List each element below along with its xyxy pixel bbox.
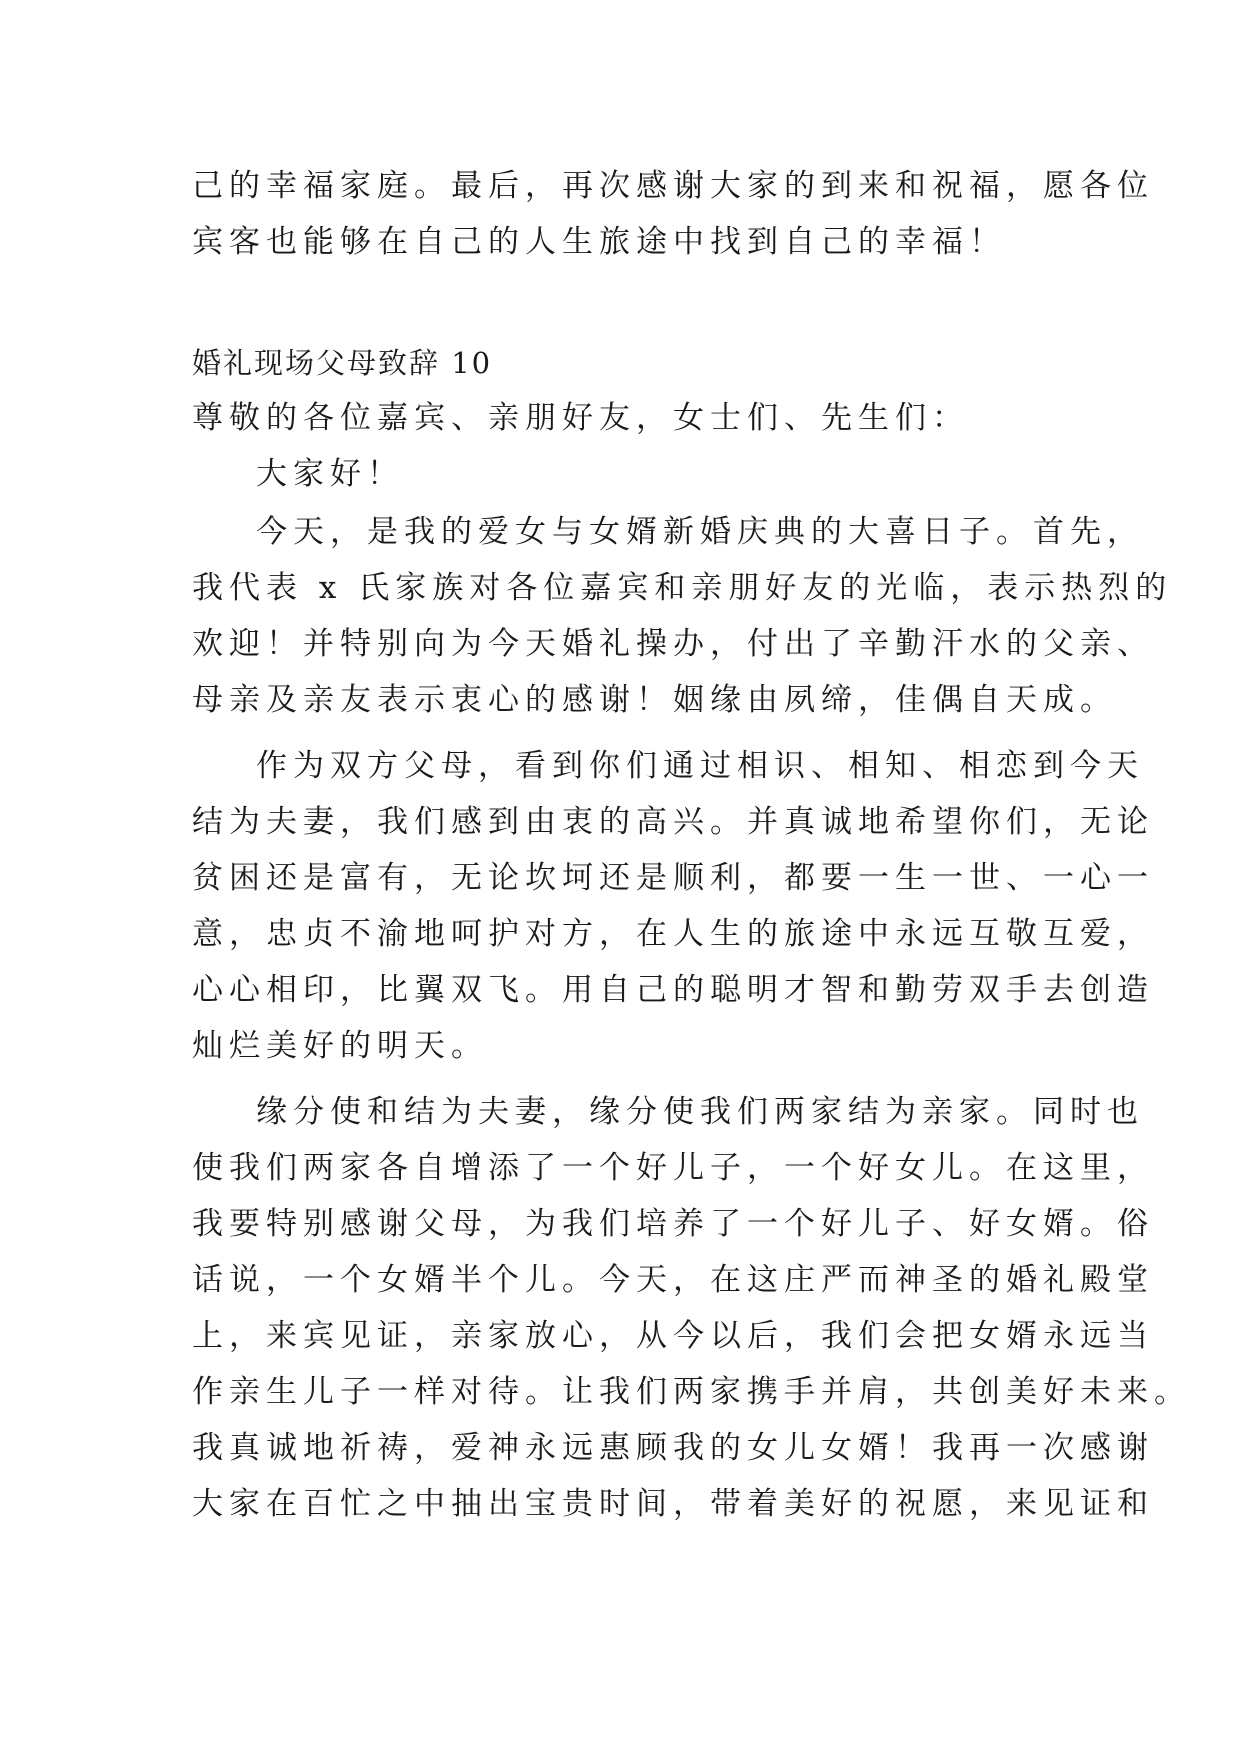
paragraph-line: 欢迎！并特别向为今天婚礼操办，付出了辛勤汗水的父亲、 bbox=[192, 626, 1154, 662]
paragraph-line: 灿烂美好的明天。 bbox=[192, 1028, 488, 1064]
paragraph-line: 上，来宾见证，亲家放心，从今以后，我们会把女婿永远当 bbox=[192, 1318, 1154, 1354]
paragraph-line: 心心相印，比翼双飞。用自己的聪明才智和勤劳双手去创造 bbox=[192, 972, 1154, 1008]
paragraph-line: 话说，一个女婿半个儿。今天，在这庄严而神圣的婚礼殿堂 bbox=[192, 1262, 1154, 1298]
paragraph-line: 我要特别感谢父母，为我们培养了一个好儿子、好女婿。俗 bbox=[192, 1206, 1154, 1242]
body-text-line: 己的幸福家庭。最后，再次感谢大家的到来和祝福，愿各位 bbox=[192, 168, 1154, 204]
paragraph-line: 结为夫妻，我们感到由衷的高兴。并真诚地希望你们，无论 bbox=[192, 804, 1154, 840]
paragraph-line: 大家在百忙之中抽出宝贵时间，带着美好的祝愿，来见证和 bbox=[192, 1486, 1154, 1522]
paragraph-line: 贫困还是富有，无论坎坷还是顺利，都要一生一世、一心一 bbox=[192, 860, 1154, 896]
salutation: 尊敬的各位嘉宾、亲朋好友，女士们、先生们： bbox=[192, 400, 969, 436]
paragraph-line: 今天，是我的爱女与女婿新婚庆典的大喜日子。首先， bbox=[256, 514, 1144, 550]
body-text-line: 宾客也能够在自己的人生旅途中找到自己的幸福！ bbox=[192, 224, 1006, 260]
paragraph-line: 使我们两家各自增添了一个好儿子，一个好女儿。在这里， bbox=[192, 1150, 1154, 1186]
paragraph-line: 母亲及亲友表示衷心的感谢！姻缘由夙缔，佳偶自天成。 bbox=[192, 682, 1117, 718]
paragraph-line: 意，忠贞不渝地呵护对方，在人生的旅途中永远互敬互爱， bbox=[192, 916, 1154, 952]
greeting: 大家好！ bbox=[256, 456, 404, 492]
paragraph-line: 我真诚地祈祷，爱神永远惠顾我的女儿女婿！我再一次感谢 bbox=[192, 1430, 1154, 1466]
paragraph-line: 作亲生儿子一样对待。让我们两家携手并肩，共创美好未来。 bbox=[192, 1374, 1191, 1410]
section-title: 婚礼现场父母致辞 10 bbox=[192, 346, 493, 380]
paragraph-line: 我代表 x 氏家族对各位嘉宾和亲朋好友的光临，表示热烈的 bbox=[192, 570, 1173, 606]
paragraph-line: 缘分使和结为夫妻，缘分使我们两家结为亲家。同时也 bbox=[256, 1094, 1144, 1130]
paragraph-line: 作为双方父母，看到你们通过相识、相知、相恋到今天 bbox=[256, 748, 1144, 784]
